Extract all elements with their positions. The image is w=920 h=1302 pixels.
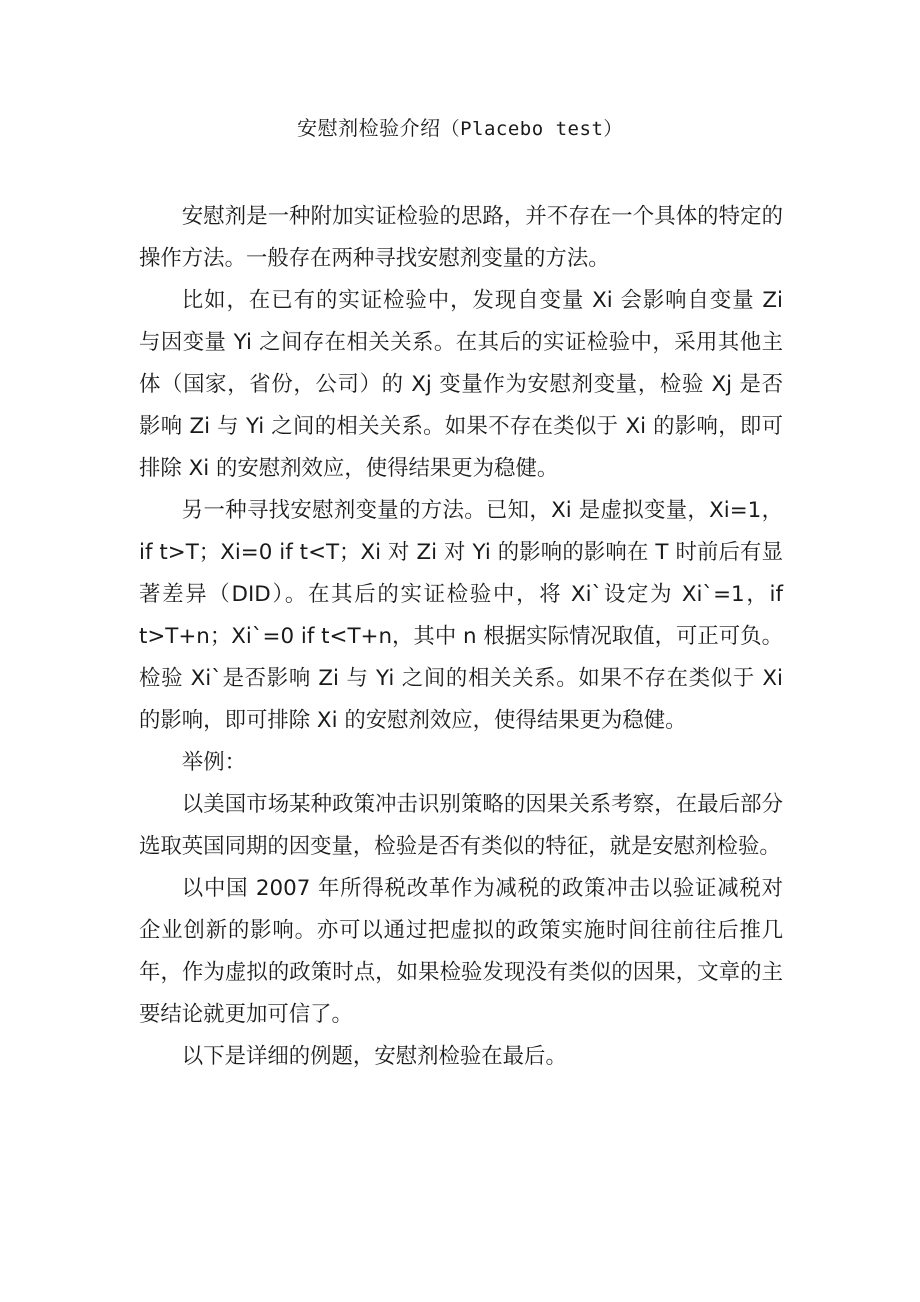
paragraph-method-one: 比如，在已有的实证检验中，发现自变量 Xi 会影响自变量 Zi 与因变量 Yi 之间存在相关关系。在其后的实证检验中，采用其他主体（国家，省份，公司）的 Xj 变量作为安慰剂变量，检验 Xj 是否影响 Zi 与 Yi 之间的相关关系。如果不存在类似于 Xi 的影响，即可排除 Xi 的安慰剂效应，使得结果更为稳健。 — [139, 288, 783, 481]
title-english: （Placebo test） — [440, 118, 623, 140]
document-body — [139, 196, 783, 1078]
document-title — [0, 114, 920, 143]
paragraph-example-us: 以美国市场某种政策冲击识别策略的因果关系考察，在最后部分选取英国同期的因变量，检验是否有类似的特征，就是安慰剂检验。 — [139, 792, 783, 859]
paragraph-example-china: 以中国 2007 年所得税改革作为减税的政策冲击以验证减税对企业创新的影响。亦可以通过把虚拟的政策实施时间往前往后推几年，作为虚拟的政策时点，如果检验发现没有类似的因果，文章的主要结论就更加可信了。 — [139, 876, 783, 1027]
paragraph-intro: 安慰剂是一种附加实证检验的思路，并不存在一个具体的特定的操作方法。一般存在两种寻找安慰剂变量的方法。 — [139, 204, 783, 271]
title-chinese: 安慰剂检验介绍 — [297, 116, 441, 140]
paragraph-example-heading: 举例： — [181, 750, 246, 775]
paragraph-closing: 以下是详细的例题，安慰剂检验在最后。 — [181, 1044, 567, 1069]
paragraph-method-two: 另一种寻找安慰剂变量的方法。已知，Xi 是虚拟变量，Xi=1，if t>T；Xi=0 if t<T；Xi 对 Zi 对 Yi 的影响的影响在 T 时前后有显著差异（DID）。在其后的实证检验中，将 Xi`设定为 Xi`=1，if t>T+n；Xi`=0 if t<T+n，其中 n 根据实际情况取值，可正可负。检验 Xi`是否影响 Zi 与 Yi 之间的相关关系。如果不存在类似于 Xi 的影响，即可排除 Xi 的安慰剂效应，使得结果更为稳健。 — [139, 498, 783, 733]
